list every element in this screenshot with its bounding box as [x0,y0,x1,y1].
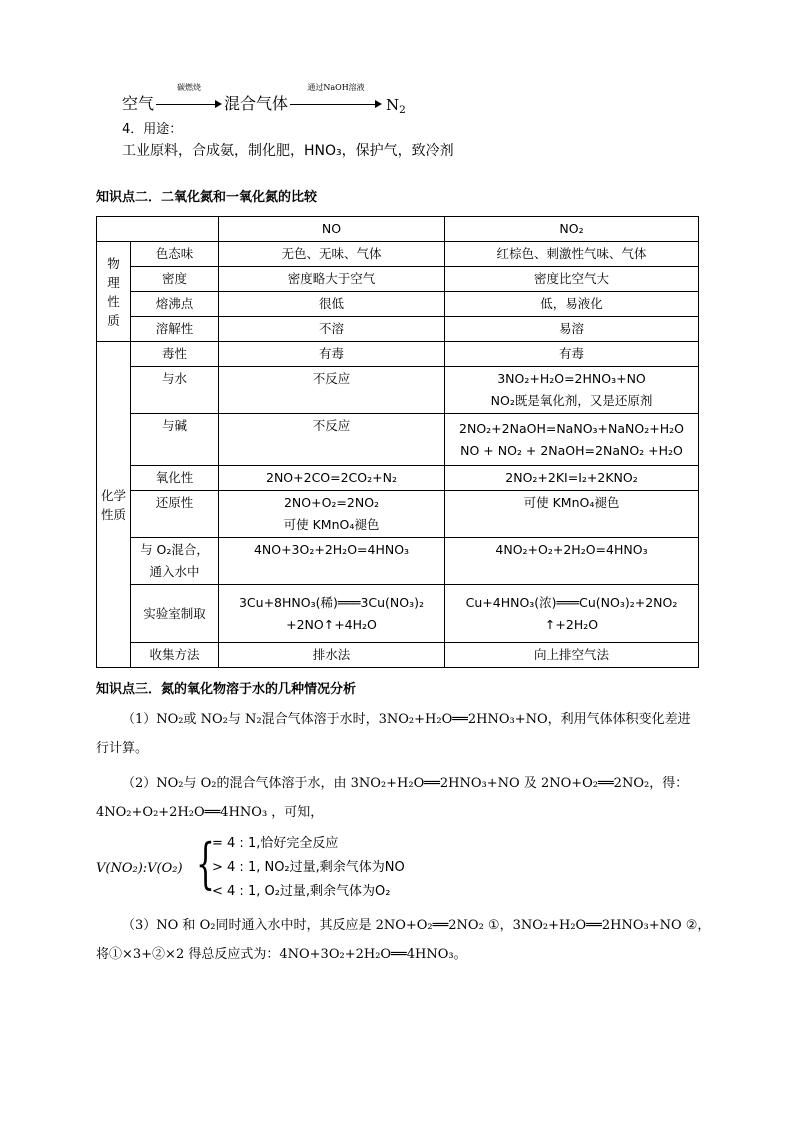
no-cell: 不反应 [219,414,445,466]
table-row [97,414,699,466]
flow-equation [122,84,406,114]
no2-cell: Cu+4HNO₃(浓)═══Cu(NO₃)₂+2NO₂ ↑+2H₂O [445,585,699,643]
table-row [97,317,699,342]
table-row [97,538,699,585]
no2-cell: 红棕色、刺激性气味、气体 [445,242,699,267]
flow-arrow-1 [156,83,222,114]
flow-end: $N_2$ [386,96,406,116]
prop-cell: 与 O₂混合， 通入水中 [131,538,219,585]
no2-cell: 可使 KMnO₄褪色 [445,491,699,538]
no2-cell: 易溶 [445,317,699,342]
table-header-no2: NO₂ [445,217,699,242]
section3-p2-line2: 4NO₂+O₂+2H₂O══4HNO₃ ，可知， [96,805,324,820]
no2-cell: 低，易液化 [445,292,699,317]
usage-items: 工业原料，合成氨，制化肥，HNO₃，保护气，致冷剂 [122,143,454,159]
section2-title: 知识点二．二氧化氮和一氧化氮的比较 [96,190,318,205]
table-row [97,466,699,491]
no2-cell: 3NO₂+H₂O=2HNO₃+NO NO₂既是氧化剂，又是还原剂 [445,367,699,414]
no-cell: 很低 [219,292,445,317]
table-row [97,267,699,292]
section3-p1-line2: 行计算。 [96,741,149,756]
prop-cell: 与碱 [131,414,219,466]
flow-arrow-1-label: 碳燃烧 [177,83,202,92]
ratio-conditions [96,833,496,905]
prop-cell: 氧化性 [131,466,219,491]
comparison-table [96,216,699,668]
no2-cell: 2NO₂+2KI=I₂+2KNO₂ [445,466,699,491]
prop-cell: 与水 [131,367,219,414]
prop-cell: 还原性 [131,491,219,538]
no-cell: 3Cu+8HNO₃(稀)═══3Cu(NO₃)₂ +2NO↑+4H₂O [219,585,445,643]
flow-middle: 混合气体 [224,94,289,113]
prop-cell: 毒性 [131,342,219,367]
prop-cell: 密度 [131,267,219,292]
group-chemical: 化学性质 [97,342,131,668]
section3-p2-line1: （2）NO₂与 O₂的混合气体溶于水，由 3NO₂+H₂O══2HNO₃+NO 及 2NO+O₂══2NO₂，得： [122,776,689,791]
table-row [97,491,699,538]
condition-equal: = 4 : 1,恰好完全反应 [212,836,339,851]
prop-cell: 色态味 [131,242,219,267]
no2-cell: 4NO₂+O₂+2H₂O=4HNO₃ [445,538,699,585]
no2-cell: 密度比空气大 [445,267,699,292]
flow-start: 空气 [122,94,155,113]
table-row [97,585,699,643]
prop-cell: 溶解性 [131,317,219,342]
no-cell: 2NO+O₂=2NO₂ 可使 KMnO₄褪色 [219,491,445,538]
group-physical: 物理性质 [97,242,131,342]
no-cell: 不反应 [219,367,445,414]
table-header-no: NO [219,217,445,242]
prop-cell: 熔沸点 [131,292,219,317]
table-header-blank [97,217,219,242]
prop-cell: 收集方法 [131,643,219,668]
no2-cell: 向上排空气法 [445,643,699,668]
section3-p3-line1: （3）NO 和 O₂同时通入水中时，其反应是 2NO+O₂══2NO₂ ①，3NO₂+H₂O══2HNO₃+NO ②， [122,918,711,933]
no-cell: 不溶 [219,317,445,342]
no2-cell: 有毒 [445,342,699,367]
flow-arrow-2 [290,83,382,114]
no-cell: 排水法 [219,643,445,668]
section3-title: 知识点三．氮的氧化物溶于水的几种情况分析 [96,682,357,697]
ratio-label: V(NO₂):V(O₂) [96,861,183,876]
right-arrow-icon [290,98,382,110]
table-row [97,292,699,317]
condition-greater: > 4 : 1, NO₂过量,剩余气体为NO [212,860,405,875]
condition-less: < 4 : 1, O₂过量,剩余气体为O₂ [212,884,391,899]
no-cell: 有毒 [219,342,445,367]
right-arrow-icon [156,98,222,110]
table-row [97,367,699,414]
usage-heading: 4．用途： [122,122,183,137]
table-row [97,242,699,267]
no2-cell: 2NO₂+2NaOH=NaNO₃+NaNO₂+H₂O NO + NO₂ + 2NaOH=2NaNO₂ +H₂O [445,414,699,466]
flow-arrow-2-label: 通过NaOH溶液 [307,83,365,92]
section3-p1-line1: （1）NO₂或 NO₂与 N₂混合气体溶于水时，3NO₂+H₂O══2HNO₃+NO，利用气体体积变化差进 [122,712,691,727]
no-cell: 2NO+2CO=2CO₂+N₂ [219,466,445,491]
no-cell: 密度略大于空气 [219,267,445,292]
table-header-row [97,217,699,242]
no-cell: 4NO+3O₂+2H₂O=4HNO₃ [219,538,445,585]
table-row [97,643,699,668]
table-row [97,342,699,367]
left-brace-icon: { [196,832,215,895]
section3-p3-line2: 将①×3+②×2 得总反应式为：4NO+3O₂+2H₂O══4HNO₃。 [96,947,467,962]
prop-cell: 实验室制取 [131,585,219,643]
no-cell: 无色、无味、气体 [219,242,445,267]
